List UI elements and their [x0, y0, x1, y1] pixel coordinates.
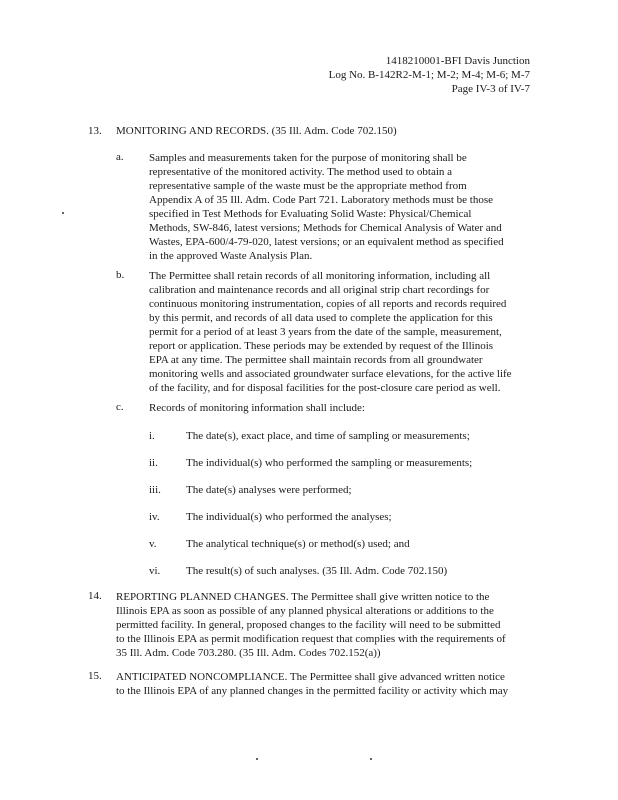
header-page-number: Page IV-3 of IV-7: [451, 83, 530, 95]
subitem-number: vi.: [149, 565, 161, 577]
item-b-line: permit for a period of at least 3 years from the date of the sample, measurement,: [149, 326, 502, 338]
subitem-text: The result(s) of such analyses. (35 Ill. Adm. Code 702.150): [186, 565, 448, 577]
item-a-text: [149, 151, 504, 263]
header-permit-id: 1418210001-BFI Davis Junction: [385, 55, 530, 67]
item-c-letter: c.: [116, 401, 124, 413]
subitem-number: ii.: [149, 457, 158, 469]
item-b-text: [149, 269, 512, 395]
subitem-text: The date(s), exact place, and time of sampling or measurements;: [186, 430, 470, 442]
header-log-number: Log No. B-142R2-M-1; M-2; M-4; M-6; M-7: [328, 69, 530, 81]
subitem-number: iii.: [149, 484, 161, 496]
item-c-intro: Records of monitoring information shall include:: [149, 402, 365, 414]
subitem-text: The analytical technique(s) or method(s) used; and: [186, 538, 410, 550]
section-14-line: 35 Ill. Adm. Code 703.280. (35 Ill. Adm. Codes 702.152(a)): [116, 647, 381, 659]
item-b-line: EPA at any time. The permittee shall maintain records from all groundwater: [149, 354, 483, 366]
item-a-line: specified in Test Methods for Evaluating Solid Waste: Physical/Chemical: [149, 208, 472, 220]
item-b-line: report or application. These periods may be extended by request of the Illinois: [149, 340, 494, 352]
section-15-line: to the Illinois EPA of any planned changes in the permitted facility or activity which may: [116, 685, 509, 697]
item-a-line: Wastes, EPA-600/4-79-020, latest versions; or an equivalent method as specified: [149, 236, 504, 248]
section-14-line: REPORTING PLANNED CHANGES. The Permittee shall give written notice to the: [116, 591, 490, 603]
section-14-line: Illinois EPA as soon as possible of any planned physical alterations or additions to the: [116, 605, 494, 617]
section-14-number: 14.: [88, 590, 102, 602]
subitem-text: The individual(s) who performed the analyses;: [186, 511, 392, 523]
section-13-number: 13.: [88, 125, 102, 137]
section-15-text: [116, 670, 508, 698]
item-a-line: representative of the monitored activity. The method used to obtain a: [149, 166, 453, 178]
scan-speck: [256, 758, 258, 760]
section-13-title: MONITORING AND RECORDS. (35 Ill. Adm. Code 702.150): [116, 125, 397, 137]
subitem-text: The individual(s) who performed the sampling or measurements;: [186, 457, 473, 469]
subitem-number: v.: [149, 538, 157, 550]
section-14-line: permitted facility. In general, proposed changes to the facility will need to be submitted: [116, 619, 501, 631]
item-a-line: Appendix A of 35 Ill. Adm. Code Part 721. Laboratory methods must be those: [149, 194, 494, 206]
scan-speck: [62, 212, 64, 214]
section-14-text: [116, 590, 506, 660]
subitem-text: The date(s) analyses were performed;: [186, 484, 352, 496]
item-a-line: Samples and measurements taken for the purpose of monitoring shall be: [149, 152, 467, 164]
subitem-number: iv.: [149, 511, 160, 523]
section-15-number: 15.: [88, 670, 102, 682]
scan-speck: [370, 758, 372, 760]
section-15-line: ANTICIPATED NONCOMPLIANCE. The Permittee shall give advanced written notice: [116, 671, 505, 683]
item-b-line: of the facility, and for disposal facilities for the post-closure care period as well.: [149, 382, 501, 394]
item-a-letter: a.: [116, 151, 124, 163]
item-a-line: representative sample of the waste must be the appropriate method from: [149, 180, 467, 192]
item-b-line: The Permittee shall retain records of all monitoring information, including all: [149, 270, 491, 282]
item-a-line: in the approved Waste Analysis Plan.: [149, 250, 313, 262]
item-b-line: by this permit, and records of all data used to complete the application for this: [149, 312, 493, 324]
item-b-line: monitoring wells and associated groundwater surface elevations, for the active life: [149, 368, 512, 380]
item-b-line: calibration and maintenance records and all original strip chart recordings for: [149, 284, 490, 296]
section-14-line: to the Illinois EPA as permit modification request that complies with the requirements of: [116, 633, 506, 645]
item-b-letter: b.: [116, 269, 125, 281]
item-a-line: Methods, SW-846, latest versions; Methods for Chemical Analysis of Water and: [149, 222, 502, 234]
page-header: [329, 54, 530, 96]
subitem-number: i.: [149, 430, 155, 442]
item-b-line: continuous monitoring instrumentation, copies of all reports and records required: [149, 298, 507, 310]
